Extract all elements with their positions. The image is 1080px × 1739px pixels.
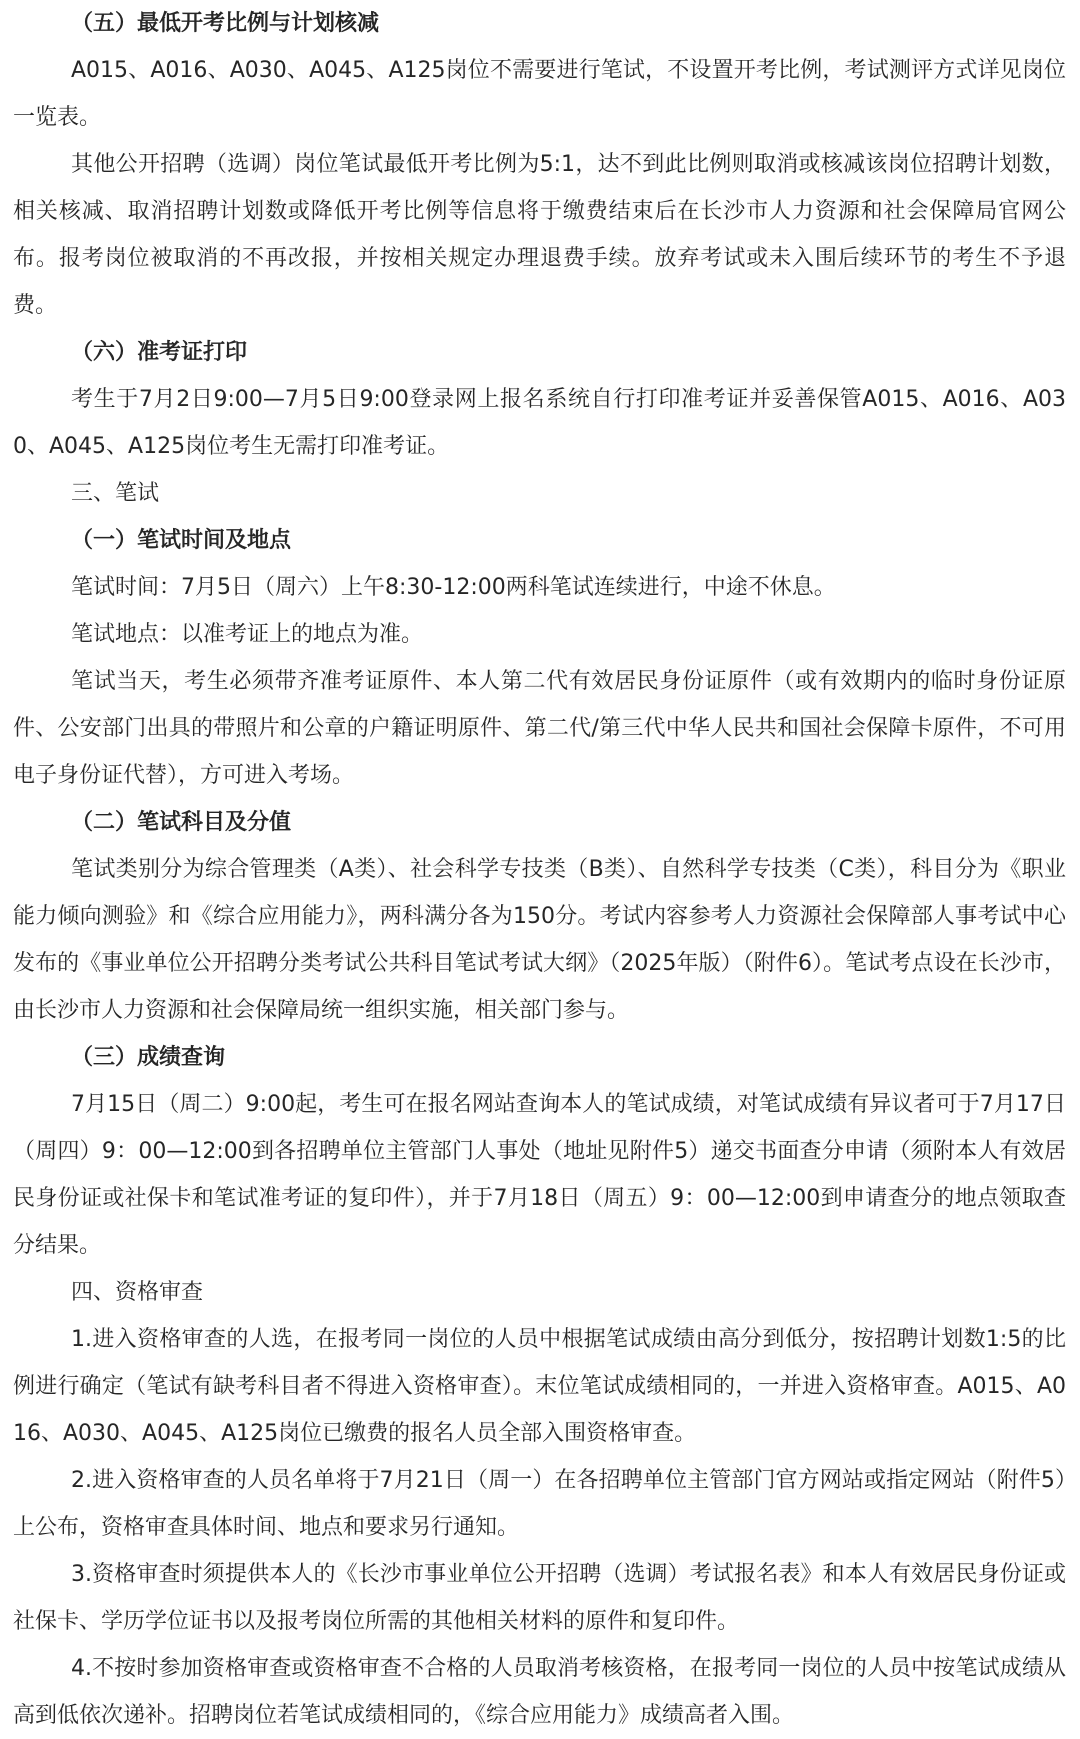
paragraph-review-4: 4.不按时参加资格审查或资格审查不合格的人员取消考核资格，在报考同一岗位的人员中按笔试成绩从高到低依次递补。招聘岗位若笔试成绩相同的，《综合应用能力》成绩高者入围。	[13, 1656, 1066, 1728]
heading-minimum-ratio: （五）最低开考比例与计划核减	[71, 11, 380, 36]
paragraph-review-1: 1.进入资格审查的人选，在报考同一岗位的人员中根据笔试成绩由高分到低分，按招聘计划数1:5的比例进行确定（笔试有缺考科目者不得进入资格审查）。末位笔试成绩相同的，一并进入资格审查。A015、A016、A030、A045、A125岗位已缴费的报名人员全部入围资格审查。	[13, 1327, 1066, 1446]
paragraph-review-2: 2.进入资格审查的人员名单将于7月21日（周一）在各招聘单位主管部门官方网站或指定网站（附件5）上公布，资格审查具体时间、地点和要求另行通知。	[13, 1468, 1066, 1540]
paragraph-exam-documents: 笔试当天，考生必须带齐准考证原件、本人第二代有效居民身份证原件（或有效期内的临时身份证原件、公安部门出具的带照片和公章的户籍证明原件、第二代/第三代中华人民共和国社会保障卡原件，不可用电子身份证代替），方可进入考场。	[13, 669, 1066, 788]
section-qualification-review: 四、资格审查	[71, 1280, 204, 1305]
paragraph-minimum-ratio: 其他公开招聘（选调）岗位笔试最低开考比例为5:1，达不到此比例则取消或核减该岗位招聘计划数，相关核减、取消招聘计划数或降低开考比例等信息将于缴费结束后在长沙市人力资源和社会保障局官网公布。报考岗位被取消的不再改报，并按相关规定办理退费手续。放弃考试或未入围后续环节的考生不予退费。	[13, 152, 1066, 318]
paragraph-review-3: 3.资格审查时须提供本人的《长沙市事业单位公开招聘（选调）考试报名表》和本人有效居民身份证或社保卡、学历学位证书以及报考岗位所需的其他相关材料的原件和复印件。	[13, 1562, 1066, 1634]
paragraph-score-inquiry: 7月15日（周二）9:00起，考生可在报名网站查询本人的笔试成绩，对笔试成绩有异议者可于7月17日（周四）9：00—12:00到各招聘单位主管部门人事处（地址见附件5）递交书面查分申请（须附本人有效居民身份证或社保卡和笔试准考证的复印件），并于7月18日（周五）9：00—12:00到申请查分的地点领取查分结果。	[13, 1092, 1066, 1258]
paragraph-exam-subjects: 笔试类别分为综合管理类（A类）、社会科学专技类（B类）、自然科学专技类（C类），科目分为《职业能力倾向测验》和《综合应用能力》，两科满分各为150分。考试内容参考人力资源社会保障部人事考试中心发布的《事业单位公开招聘分类考试公共科目笔试考试大纲》（2025年版）（附件6）。笔试考点设在长沙市，由长沙市人力资源和社会保障局统一组织实施，相关部门参与。	[13, 857, 1066, 1023]
paragraph-admission-ticket: 考生于7月2日9:00—7月5日9:00登录网上报名系统自行打印准考证并妥善保管A015、A016、A030、A045、A125岗位考生无需打印准考证。	[13, 387, 1066, 459]
heading-exam-time-place: （一）笔试时间及地点	[71, 528, 292, 553]
section-written-exam: 三、笔试	[71, 481, 160, 506]
paragraph-exam-time: 笔试时间：7月5日（周六）上午8:30-12:00两科笔试连续进行，中途不休息。	[71, 575, 836, 600]
heading-score-inquiry: （三）成绩查询	[71, 1045, 226, 1070]
heading-exam-subjects: （二）笔试科目及分值	[71, 810, 292, 835]
paragraph-no-written-exam-posts: A015、A016、A030、A045、A125岗位不需要进行笔试，不设置开考比例，考试测评方式详见岗位一览表。	[13, 58, 1066, 130]
paragraph-exam-place: 笔试地点：以准考证上的地点为准。	[71, 622, 424, 647]
heading-admission-ticket: （六）准考证打印	[71, 340, 248, 365]
